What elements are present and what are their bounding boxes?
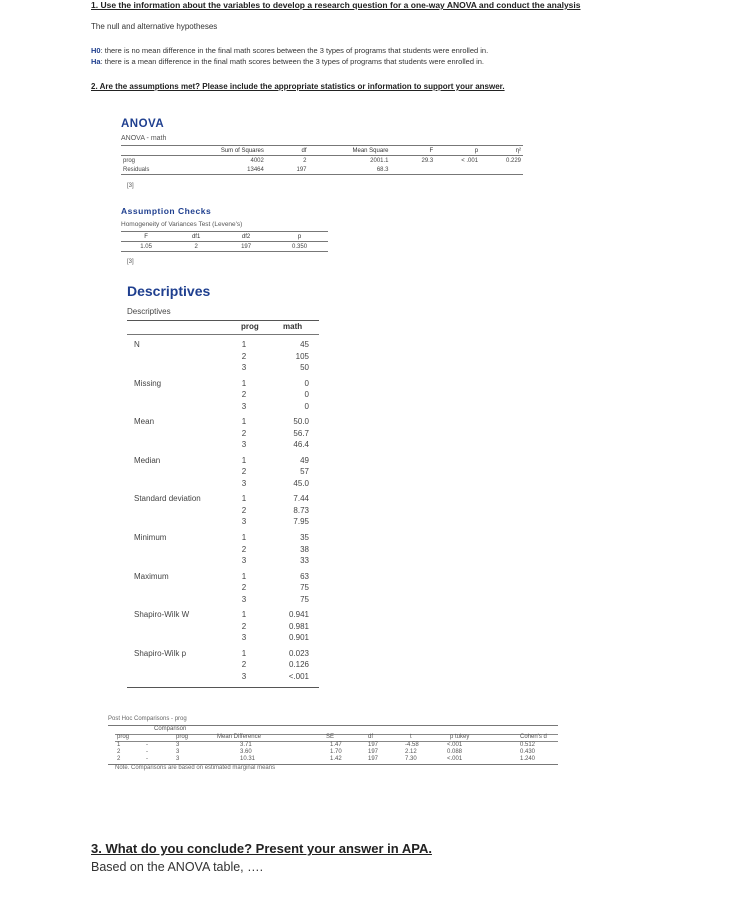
- descriptive-stat-label: Mean: [134, 417, 155, 427]
- posthoc-cell: -: [146, 756, 148, 762]
- levene-cell: 1.05: [121, 242, 171, 252]
- levene-cell: 197: [221, 242, 271, 252]
- anova-cell: 2: [303, 157, 307, 164]
- anova-hdr: F: [391, 146, 436, 156]
- descriptive-prog: 1: [241, 533, 247, 542]
- descriptive-prog: 2: [241, 621, 247, 631]
- descriptive-value: 49: [300, 455, 309, 465]
- anova-cell: 197: [266, 165, 309, 175]
- anova-cell: Residuals: [121, 165, 174, 175]
- descriptive-prog: 1: [241, 378, 247, 388]
- anova-cell: 4002: [250, 157, 264, 164]
- descriptive-stat-label: Maximum: [134, 571, 169, 581]
- descriptive-value: 0.126: [288, 660, 309, 670]
- question-3: 3. What do you conclude? Present your answer in APA.: [91, 841, 432, 856]
- descriptive-value: 0.023: [288, 648, 309, 658]
- anova-heading: ANOVA: [121, 118, 165, 130]
- descriptive-value: 75: [300, 594, 309, 604]
- descriptive-prog: 2: [241, 428, 247, 438]
- posthoc-hdr: SE: [326, 734, 335, 740]
- descriptive-stat-label: Missing: [134, 378, 162, 388]
- anova-hdr: Sum of Squares: [174, 146, 266, 156]
- descriptive-value: 105: [295, 351, 309, 361]
- levene-hdr: p: [271, 232, 328, 242]
- descriptive-prog: 2: [241, 505, 247, 515]
- levene-ref: [3]: [127, 259, 134, 265]
- descriptive-stat-label: Standard deviation: [134, 494, 201, 504]
- descriptive-value: 0.941: [288, 610, 309, 620]
- levene-hdr: df2: [221, 232, 271, 242]
- posthoc-hdr: Cohen's d: [520, 734, 547, 740]
- descriptive-prog: 3: [241, 594, 247, 604]
- posthoc-cell: 3: [176, 756, 180, 762]
- descriptive-value: <.001: [288, 671, 309, 681]
- descriptive-value: 45: [300, 340, 309, 349]
- descriptives-col-math: math: [283, 322, 303, 331]
- levene-table: [121, 231, 328, 252]
- anova-cell: 13464: [174, 165, 266, 175]
- descriptive-stat-label: N: [134, 340, 140, 349]
- hypotheses-intro: The null and alternative hypotheses: [91, 22, 218, 31]
- posthoc-hdr: Mean Difference: [217, 734, 261, 740]
- posthoc-note: Note. Comparisons are based on estimated marginal means: [115, 765, 276, 771]
- anova-row: [121, 156, 523, 166]
- anova-ref: [3]: [127, 183, 134, 189]
- anova-hdr: η²: [480, 146, 523, 156]
- descriptive-prog: 2: [241, 390, 247, 400]
- levene-header-row: [121, 232, 328, 242]
- levene-subtitle: Homogeneity of Variances Test (Levene's): [121, 221, 243, 228]
- descriptive-value: 56.7: [293, 428, 309, 438]
- assumption-checks-heading: Assumption Checks: [121, 206, 212, 216]
- descriptive-prog: 1: [241, 571, 247, 581]
- posthoc-cell: <.001: [447, 756, 463, 762]
- posthoc-hdr: t: [410, 734, 412, 740]
- descriptive-prog: 1: [241, 417, 247, 427]
- anova-row: [121, 165, 523, 175]
- posthoc-hdr: prog: [176, 734, 189, 740]
- anova-hdr: df: [266, 146, 309, 156]
- descriptive-value: 75: [300, 583, 309, 593]
- posthoc-title: Post Hoc Comparisons - prog: [108, 716, 187, 722]
- posthoc-cell: 3: [176, 742, 180, 748]
- descriptive-prog: 1: [241, 340, 247, 349]
- posthoc-cell: 3.71: [240, 742, 252, 748]
- ha-label: Ha: [91, 57, 101, 66]
- descriptive-value: 0: [304, 378, 309, 388]
- posthoc-cell: 1.70: [330, 749, 342, 755]
- posthoc-cell: 2: [117, 756, 121, 762]
- anova-hdr: [121, 146, 174, 156]
- descriptive-prog: 2: [241, 660, 247, 670]
- posthoc-cell: 3.60: [240, 749, 252, 755]
- descriptives-bottom-rule: [127, 687, 319, 688]
- posthoc-cell: 0.430: [520, 749, 536, 755]
- posthoc-cell: 1.47: [330, 742, 342, 748]
- descriptive-prog: 3: [241, 478, 247, 488]
- anova-cell: [435, 165, 480, 175]
- anova-cell: 0.229: [505, 157, 521, 164]
- descriptive-value: 0.901: [288, 633, 309, 643]
- descriptive-value: 45.0: [293, 478, 309, 488]
- posthoc-cell: 197: [368, 749, 379, 755]
- levene-cell: 0.350: [271, 242, 328, 252]
- posthoc-cell: 0.088: [447, 749, 463, 755]
- descriptives-heading: Descriptives: [127, 283, 211, 299]
- descriptive-prog: 2: [241, 544, 247, 554]
- descriptive-value: 50.0: [293, 417, 309, 427]
- descriptive-stat-label: Shapiro-Wilk p: [134, 648, 187, 658]
- anova-hdr: Mean Square: [309, 146, 391, 156]
- posthoc-cell: -: [146, 749, 148, 755]
- posthoc-cell: 7.30: [405, 756, 417, 762]
- posthoc-hdr: df: [368, 734, 374, 740]
- descriptive-value: 7.44: [293, 494, 309, 504]
- anova-cell: < .001: [461, 157, 479, 164]
- descriptive-stat-label: Median: [134, 455, 161, 465]
- posthoc-cell: 2.12: [405, 749, 417, 755]
- posthoc-comparison-label: Comparison: [154, 726, 187, 732]
- descriptive-prog: 3: [241, 363, 247, 372]
- descriptive-prog: 2: [241, 583, 247, 593]
- descriptive-value: 35: [300, 533, 309, 542]
- anova-cell: 68.3: [309, 165, 391, 175]
- anova-header-row: [121, 146, 523, 156]
- descriptives-header-rule: [127, 334, 319, 335]
- descriptive-prog: 1: [241, 648, 247, 658]
- descriptive-value: 50: [300, 363, 309, 372]
- descriptive-value: 8.73: [293, 505, 309, 515]
- posthoc-cell: 10.31: [240, 756, 256, 762]
- alternative-hypothesis: [91, 57, 484, 66]
- posthoc-cell: 3: [176, 749, 180, 755]
- descriptive-stat-label: Shapiro-Wilk W: [134, 610, 190, 620]
- posthoc-cell: 0.512: [520, 742, 536, 748]
- descriptive-prog: 3: [241, 671, 247, 681]
- posthoc-cell: 1.240: [520, 756, 536, 762]
- anova-cell: prog: [123, 157, 136, 164]
- posthoc-cell: 1.42: [330, 756, 342, 762]
- h0-label: H0: [91, 46, 101, 55]
- descriptive-prog: 1: [241, 455, 247, 465]
- posthoc-cell: 2: [117, 749, 121, 755]
- posthoc-cell: 197: [368, 756, 379, 762]
- descriptive-value: 33: [300, 556, 309, 565]
- anova-cell: 2001.1: [370, 157, 389, 164]
- descriptive-prog: 3: [241, 401, 247, 411]
- descriptive-prog: 3: [241, 556, 247, 565]
- anova-hdr: p: [435, 146, 480, 156]
- question-1: 1. Use the information about the variables to develop a research question for a one-way ANOVA and conduct the analysis: [91, 0, 581, 10]
- anova-cell: [391, 165, 436, 175]
- answer-text[interactable]: Based on the ANOVA table, ….: [91, 860, 264, 874]
- descriptive-prog: 1: [241, 610, 247, 620]
- descriptive-value: 38: [300, 544, 309, 554]
- descriptive-prog: 1: [241, 494, 247, 504]
- descriptives-top-rule: [127, 320, 319, 321]
- null-hypothesis: [91, 46, 488, 55]
- levene-cell: 2: [171, 242, 221, 252]
- descriptives-subtitle: Descriptives: [127, 307, 171, 316]
- posthoc-cell: -4.58: [405, 742, 419, 748]
- posthoc-hdr: prog: [117, 734, 130, 740]
- levene-hdr: df1: [171, 232, 221, 242]
- h0-text: : there is no mean difference in the final math scores between the 3 types of programs that students were enrolled in.: [100, 46, 489, 55]
- posthoc-hdr: p tukey: [450, 734, 470, 740]
- descriptive-stat-label: Minimum: [134, 533, 167, 542]
- descriptive-value: 0: [304, 390, 309, 400]
- descriptive-prog: 2: [241, 467, 247, 477]
- levene-hdr: F: [121, 232, 171, 242]
- descriptive-value: 7.95: [293, 517, 309, 527]
- descriptive-value: 57: [300, 467, 309, 477]
- descriptive-value: 46.4: [293, 440, 309, 450]
- descriptive-prog: 3: [241, 440, 247, 450]
- descriptive-value: 63: [300, 571, 309, 581]
- descriptive-value: 0.981: [288, 621, 309, 631]
- descriptive-value: 0: [304, 401, 309, 411]
- posthoc-cell: <.001: [447, 742, 463, 748]
- anova-table: [121, 145, 523, 175]
- question-2: 2. Are the assumptions met? Please include the appropriate statistics or information to support your answer.: [91, 82, 505, 91]
- descriptives-col-prog: prog: [241, 322, 259, 331]
- posthoc-cell: 1: [117, 742, 121, 748]
- posthoc-cell: 197: [368, 742, 379, 748]
- anova-subtitle: ANOVA - math: [121, 135, 167, 142]
- anova-cell: [480, 165, 523, 175]
- descriptive-prog: 2: [241, 351, 247, 361]
- posthoc-cell: -: [146, 742, 148, 748]
- anova-cell: 29.3: [421, 157, 434, 164]
- levene-row: [121, 242, 328, 252]
- ha-text: : there is a mean difference in the final math scores between the 3 types of programs that students were enrolled in.: [100, 57, 485, 66]
- descriptive-prog: 3: [241, 633, 247, 643]
- descriptive-prog: 3: [241, 517, 247, 527]
